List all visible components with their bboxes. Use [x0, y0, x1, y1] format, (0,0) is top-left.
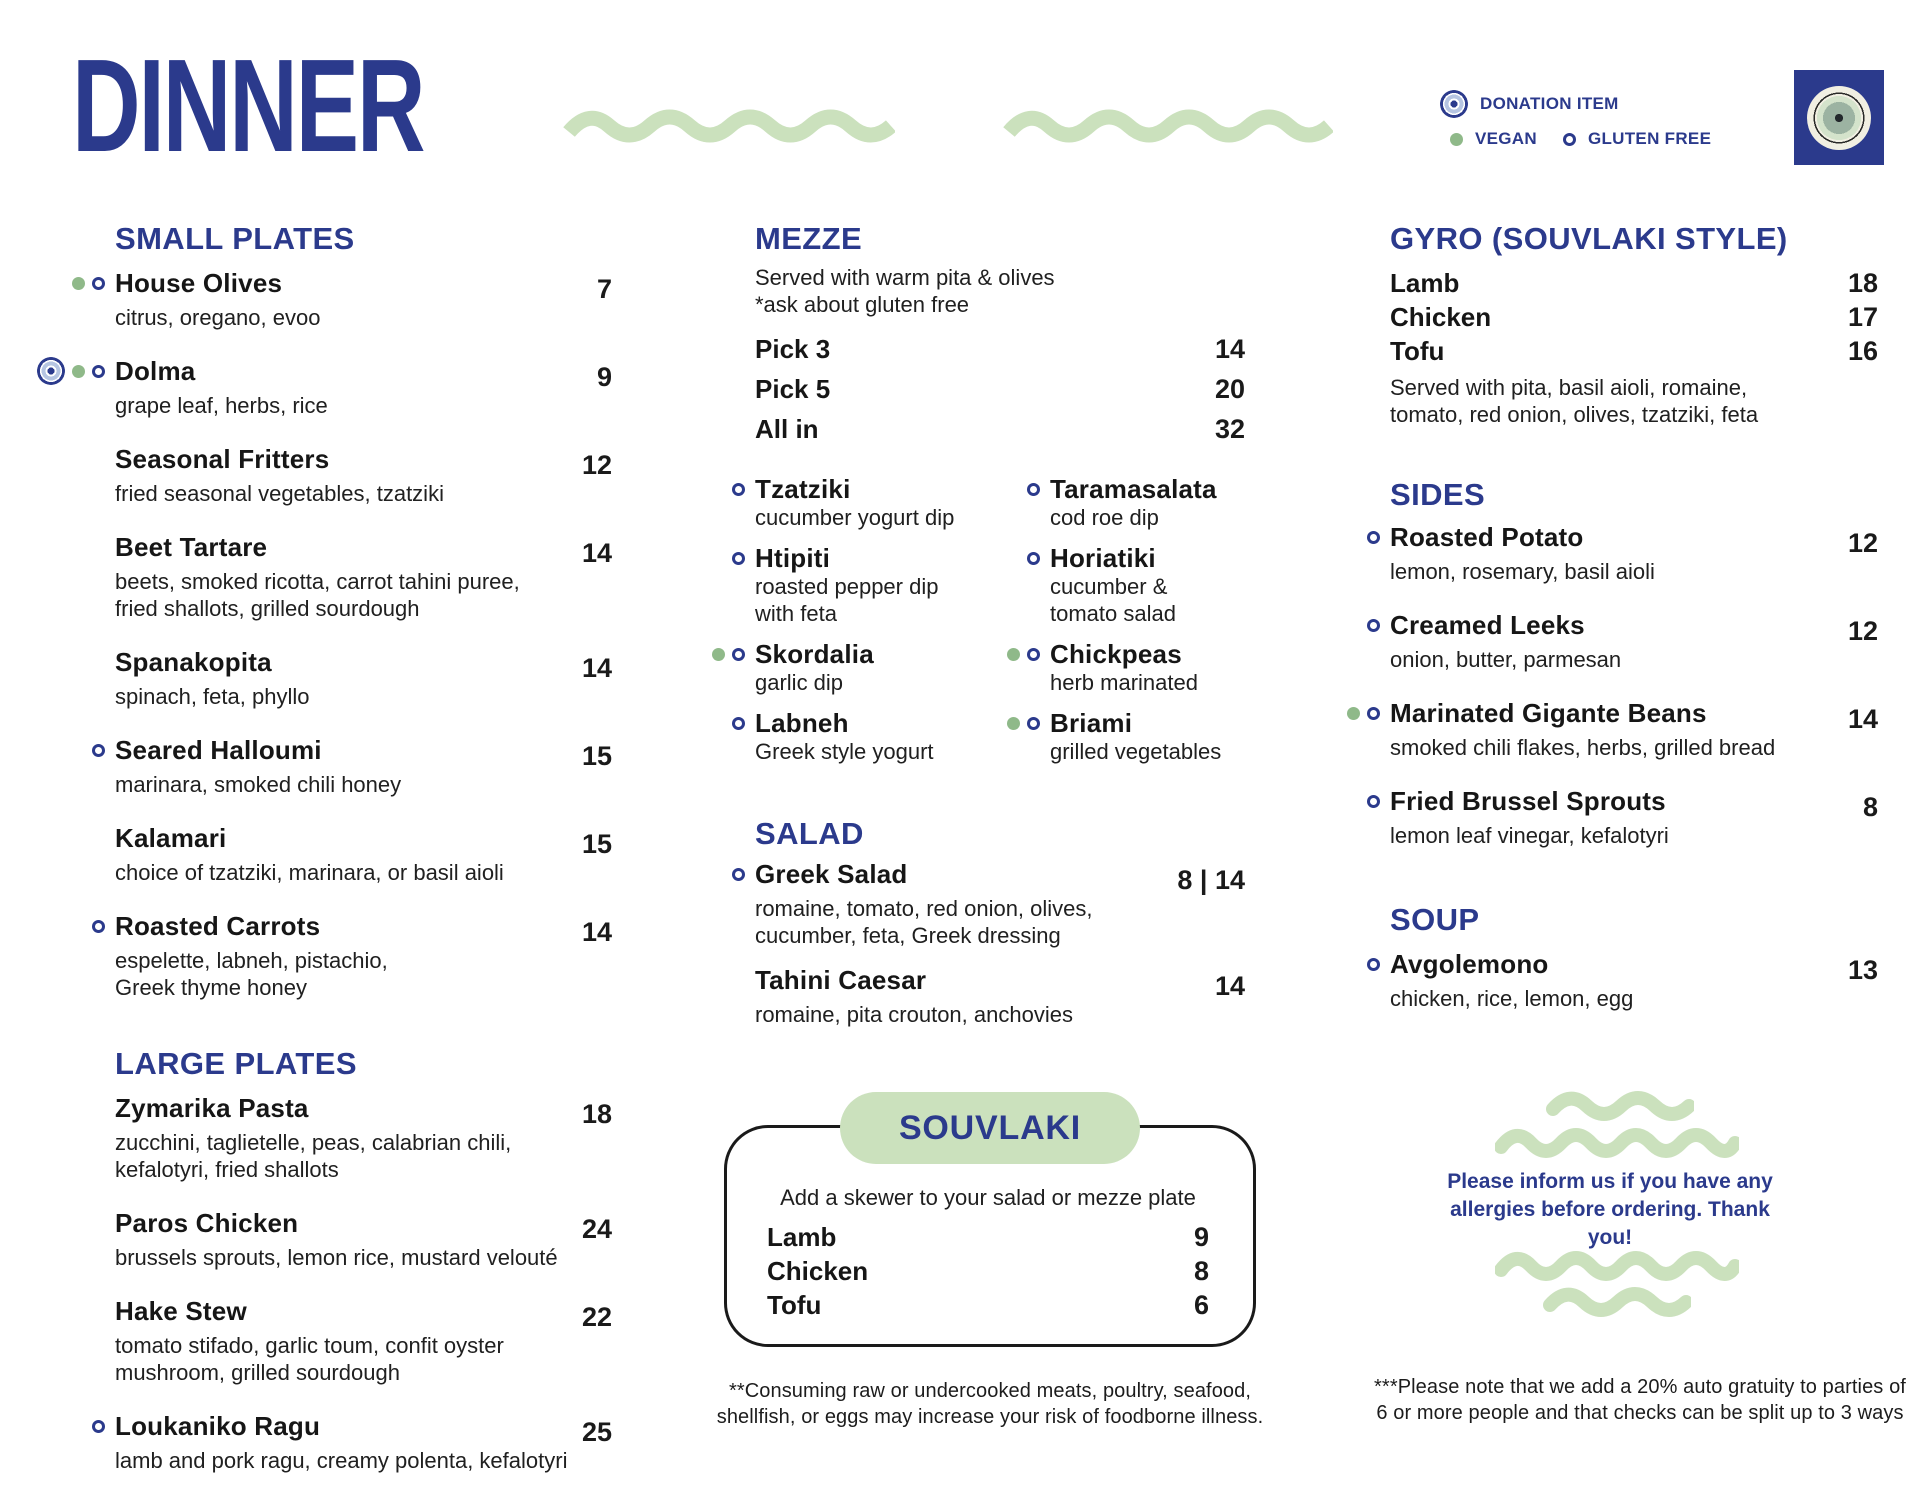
menu-item-dolma [115, 356, 612, 419]
vegan-icon [72, 365, 85, 378]
vegan-icon [72, 277, 85, 290]
gluten-free-icon [1367, 795, 1380, 808]
allergy-note-line2: allergies before ordering. Thank you! [1450, 1198, 1770, 1249]
item-name: Paros Chicken [115, 1208, 299, 1238]
gluten-free-icon [92, 920, 105, 933]
item-name: Dolma [115, 356, 196, 386]
donation-item-icon [1440, 90, 1468, 118]
item-name: Beet Tartare [115, 532, 268, 562]
item-desc: onion, butter, parmesan [1390, 647, 1622, 672]
mezze-item-taramasalata [1050, 474, 1245, 531]
mezze-right-column [1050, 474, 1245, 777]
item-price: 14 [581, 917, 612, 947]
item-desc: cucumber, feta, Greek dressing [755, 923, 1061, 948]
item-price: 12 [1847, 528, 1878, 558]
item-name: House Olives [115, 268, 283, 298]
allergy-wave-decoration-bottom-small [1543, 1281, 1691, 1319]
item-name: Marinated Gigante Beans [1390, 698, 1707, 728]
item-desc: herb marinated [1050, 670, 1198, 695]
gluten-free-icon [92, 744, 105, 757]
mezze-item-htipiti [755, 543, 1005, 627]
item-dietary-icons [1367, 786, 1380, 816]
menu-item-creamed-leeks [1390, 610, 1878, 673]
menu-item-house-olives [115, 268, 612, 331]
menu-item-hake-stew [115, 1296, 612, 1386]
item-desc: roasted pepper dip [755, 574, 939, 599]
item-name: Kalamari [115, 823, 227, 853]
item-name: Lamb [767, 1222, 837, 1252]
item-name: Taramasalata [1050, 474, 1217, 504]
item-name: Creamed Leeks [1390, 610, 1585, 640]
item-desc: romaine, tomato, red onion, olives, [755, 896, 1093, 921]
pick-label: Pick 5 [755, 374, 831, 404]
item-name: Avgolemono [1390, 949, 1549, 979]
item-dietary-icons [92, 735, 105, 765]
gyro-lamb-row [1390, 266, 1878, 300]
item-desc: Greek style yogurt [755, 739, 934, 764]
item-price: 12 [581, 450, 612, 480]
restaurant-logo [1794, 70, 1884, 165]
allergy-wave-decoration-bottom-wide [1495, 1244, 1739, 1284]
item-desc: zucchini, taglietelle, peas, calabrian chili, [115, 1130, 512, 1155]
small-plates-heading: SMALL PLATES [115, 221, 355, 256]
allergy-note [1440, 1168, 1780, 1252]
pick-label: Pick 3 [755, 334, 831, 364]
gluten-free-icon [1027, 717, 1040, 730]
item-desc: Greek thyme honey [115, 975, 307, 1000]
item-name: Seared Halloumi [115, 735, 322, 765]
gluten-free-icon [1367, 707, 1380, 720]
item-name: Chicken [767, 1256, 869, 1286]
item-name: Roasted Carrots [115, 911, 321, 941]
mezze-note-line1: Served with warm pita & olives [755, 265, 1055, 290]
evil-eye-logo-icon [1807, 86, 1871, 150]
item-desc: citrus, oregano, evoo [115, 305, 321, 330]
gluten-free-icon [732, 483, 745, 496]
gluten-free-icon [92, 365, 105, 378]
menu-item-kalamari [115, 823, 612, 886]
vegan-label: VEGAN [1475, 129, 1537, 148]
item-dietary-icons [1007, 639, 1040, 669]
page-title: DINNER [72, 32, 424, 179]
item-desc: grilled vegetables [1050, 739, 1222, 764]
item-desc: mushroom, grilled sourdough [115, 1360, 400, 1385]
item-dietary-icons [1367, 949, 1380, 979]
vegan-icon [1347, 707, 1360, 720]
item-desc: romaine, pita crouton, anchovies [755, 1002, 1073, 1027]
vegan-icon [712, 648, 725, 661]
gratuity-disclaimer-line1: ***Please note that we add a 20% auto gratuity to parties of [1374, 1376, 1906, 1398]
item-price: 16 [1847, 336, 1878, 366]
souvlaki-chicken-row [767, 1254, 1209, 1288]
mezze-left-column [755, 474, 1005, 777]
item-name: Spanakopita [115, 647, 272, 677]
item-desc: smoked chili flakes, herbs, grilled bread [1390, 735, 1776, 760]
gratuity-disclaimer-line2: 6 or more people and that checks can be split up to 3 ways [1376, 1402, 1904, 1424]
gyro-chicken-row [1390, 300, 1878, 334]
item-dietary-icons [732, 543, 745, 573]
gluten-free-icon [92, 277, 105, 290]
item-price: 14 [581, 653, 612, 683]
sides-heading: SIDES [1390, 477, 1486, 512]
item-dietary-icons [1027, 543, 1040, 573]
vegan-icon [1007, 648, 1020, 661]
item-desc: spinach, feta, phyllo [115, 684, 310, 709]
item-desc: lamb and pork ragu, creamy polenta, kefalotyri [115, 1448, 568, 1473]
item-name: Tofu [1390, 336, 1445, 366]
item-dietary-icons [37, 356, 105, 386]
pick-price: 32 [1214, 414, 1245, 444]
item-desc: brussels sprouts, lemon rice, mustard velouté [115, 1245, 558, 1270]
dietary-legend [1440, 90, 1780, 160]
item-name: Briami [1050, 708, 1133, 738]
souvlaki-heading-pill [840, 1092, 1140, 1164]
allergy-note-line1: Please inform us if you have any [1447, 1170, 1773, 1193]
item-dietary-icons [732, 474, 745, 504]
item-name: Fried Brussel Sprouts [1390, 786, 1666, 816]
item-name: Tahini Caesar [755, 965, 927, 995]
item-dietary-icons [1367, 610, 1380, 640]
mezze-item-skordalia [755, 639, 1005, 696]
header-wave-decoration-left [563, 100, 895, 150]
salad-section [755, 816, 1245, 1028]
menu-item-roasted-potato [1390, 522, 1878, 585]
item-desc: cucumber yogurt dip [755, 505, 955, 530]
menu-item-seasonal-fritters [115, 444, 612, 507]
mezze-allin-row [755, 412, 1245, 446]
pick-price: 20 [1214, 374, 1245, 404]
item-name: Tzatziki [755, 474, 851, 504]
mezze-item-labneh [755, 708, 1005, 765]
gluten-free-icon [732, 552, 745, 565]
item-price: 6 [1193, 1290, 1209, 1320]
column-gyro-sides-soup [1390, 221, 1878, 1037]
item-desc: tomato stifado, garlic toum, confit oyster [115, 1333, 504, 1358]
item-price: 15 [581, 741, 612, 771]
menu-item-seared-halloumi [115, 735, 612, 798]
consuming-disclaimer-line2: shellfish, or eggs may increase your risk of foodborne illness. [716, 1406, 1264, 1428]
item-dietary-icons [92, 1411, 105, 1441]
mezze-item-briami [1050, 708, 1245, 765]
item-name: Zymarika Pasta [115, 1093, 309, 1123]
item-price: 8 [1193, 1256, 1209, 1286]
gyro-desc-line2: tomato, red onion, olives, tzatziki, feta [1390, 402, 1759, 427]
item-price: 7 [596, 274, 612, 304]
item-price: 14 [581, 538, 612, 568]
item-desc: fried seasonal vegetables, tzatziki [115, 481, 444, 506]
menu-item-brussel-sprouts [1390, 786, 1878, 849]
item-desc: fried shallots, grilled sourdough [115, 596, 420, 621]
mezze-note [755, 264, 1245, 318]
legend-vegan-group [1450, 129, 1537, 149]
item-price: 14 [1847, 704, 1878, 734]
item-name: Horiatiki [1050, 543, 1156, 573]
gluten-free-icon [1563, 133, 1576, 146]
mezze-note-line2: *ask about gluten free [755, 292, 970, 317]
item-desc: cucumber & [1050, 574, 1168, 599]
menu-item-roasted-carrots [115, 911, 612, 1001]
gluten-free-icon [732, 868, 745, 881]
donation-item-label: DONATION ITEM [1480, 94, 1619, 113]
item-desc: grape leaf, herbs, rice [115, 393, 328, 418]
mezze-item-horiatiki [1050, 543, 1245, 627]
item-desc: cod roe dip [1050, 505, 1159, 530]
mezze-pick3-row [755, 332, 1245, 366]
item-name: Htipiti [755, 543, 831, 573]
item-desc: choice of tzatziki, marinara, or basil aioli [115, 860, 504, 885]
item-dietary-icons [732, 708, 745, 738]
consuming-disclaimer [680, 1378, 1300, 1430]
item-name: Roasted Potato [1390, 522, 1584, 552]
soup-heading: SOUP [1390, 902, 1480, 937]
item-desc: espelette, labneh, pistachio, [115, 948, 388, 973]
item-price: 8 [1862, 792, 1878, 822]
item-price: 15 [581, 829, 612, 859]
item-price: 22 [581, 1302, 612, 1332]
menu-item-tahini-caesar [755, 965, 1245, 1028]
pick-price: 14 [1214, 334, 1245, 364]
consuming-disclaimer-line1: **Consuming raw or undercooked meats, poultry, seafood, [728, 1380, 1252, 1402]
item-name: Loukaniko Ragu [115, 1411, 321, 1441]
gyro-heading: GYRO (SOUVLAKI STYLE) [1390, 221, 1788, 256]
large-plates-heading: LARGE PLATES [115, 1046, 357, 1081]
mezze-item-chickpeas [1050, 639, 1245, 696]
allergy-wave-decoration-top-small [1546, 1085, 1694, 1123]
menu-item-spanakopita [115, 647, 612, 710]
item-desc: marinara, smoked chili honey [115, 772, 402, 797]
item-dietary-icons [72, 268, 105, 298]
item-dietary-icons [1027, 474, 1040, 504]
souvlaki-lamb-row [767, 1220, 1209, 1254]
salad-heading: SALAD [755, 816, 864, 851]
item-desc: tomato salad [1050, 601, 1176, 626]
gluten-free-icon [1367, 958, 1380, 971]
gluten-free-icon [732, 717, 745, 730]
menu-item-avgolemono [1390, 949, 1878, 1012]
vegan-icon [1007, 717, 1020, 730]
gluten-free-label: GLUTEN FREE [1587, 129, 1712, 148]
legend-gluten-free-group [1563, 129, 1711, 149]
mezze-pick5-row [755, 372, 1245, 406]
item-dietary-icons [92, 911, 105, 941]
item-price: 9 [596, 362, 612, 392]
item-name: Hake Stew [115, 1296, 247, 1326]
sides-section [1390, 477, 1878, 849]
gyro-tofu-row [1390, 334, 1878, 368]
gluten-free-icon [732, 648, 745, 661]
mezze-pricing [755, 332, 1245, 446]
mezze-heading: MEZZE [755, 221, 863, 256]
legend-donation-row [1440, 90, 1780, 118]
item-name: Chicken [1390, 302, 1492, 332]
item-desc: garlic dip [755, 670, 844, 695]
item-price: 9 [1193, 1222, 1209, 1252]
gluten-free-icon [92, 1420, 105, 1433]
item-price: 12 [1847, 616, 1878, 646]
item-desc: lemon, rosemary, basil aioli [1390, 559, 1655, 584]
item-desc: with feta [755, 601, 837, 626]
souvlaki-heading: SOUVLAKI [898, 1108, 1082, 1147]
item-price: 14 [1214, 971, 1245, 1001]
pick-label: All in [755, 414, 819, 444]
gluten-free-icon [1367, 619, 1380, 632]
item-name: Lamb [1390, 268, 1460, 298]
item-dietary-icons [1347, 698, 1380, 728]
gluten-free-icon [1027, 648, 1040, 661]
item-desc: beets, smoked ricotta, carrot tahini puree, [115, 569, 520, 594]
gluten-free-icon [1367, 531, 1380, 544]
item-price: 8 | 14 [1177, 865, 1245, 895]
menu-item-greek-salad [755, 859, 1245, 949]
menu-item-loukaniko-ragu [115, 1411, 612, 1474]
mezze-items-grid [755, 474, 1245, 777]
gyro-desc-line1: Served with pita, basil aioli, romaine, [1390, 375, 1748, 400]
item-dietary-icons [732, 859, 745, 889]
item-desc: kefalotyri, fried shallots [115, 1157, 339, 1182]
mezze-item-tzatziki [755, 474, 1005, 531]
item-price: 24 [581, 1214, 612, 1244]
item-name: Labneh [755, 708, 849, 738]
item-price: 25 [581, 1417, 612, 1447]
header-wave-decoration-right [1003, 100, 1333, 150]
item-dietary-icons [1367, 522, 1380, 552]
item-name: Chickpeas [1050, 639, 1182, 669]
souvlaki-tofu-row [767, 1288, 1209, 1322]
item-price: 17 [1847, 302, 1878, 332]
vegan-icon [1450, 133, 1463, 146]
column-small-large-plates [115, 221, 612, 1499]
item-price: 13 [1847, 955, 1878, 985]
gratuity-disclaimer [1330, 1374, 1920, 1426]
column-mezze-salad [755, 221, 1245, 1053]
menu-item-beet-tartare [115, 532, 612, 622]
menu-item-zymarika-pasta [115, 1093, 612, 1183]
gluten-free-icon [1027, 552, 1040, 565]
item-price: 18 [1847, 268, 1878, 298]
souvlaki-note: Add a skewer to your salad or mezze plate [780, 1185, 1196, 1210]
item-dietary-icons [712, 639, 745, 669]
item-dietary-icons [1007, 708, 1040, 738]
item-name: Greek Salad [755, 859, 908, 889]
item-price: 18 [581, 1099, 612, 1129]
item-desc: chicken, rice, lemon, egg [1390, 986, 1634, 1011]
gluten-free-icon [1027, 483, 1040, 496]
allergy-wave-decoration-top-wide [1495, 1121, 1739, 1161]
item-desc: lemon leaf vinegar, kefalotyri [1390, 823, 1669, 848]
item-name: Tofu [767, 1290, 822, 1320]
menu-item-paros-chicken [115, 1208, 612, 1271]
legend-vegan-gf-row [1450, 129, 1780, 149]
item-name: Seasonal Fritters [115, 444, 330, 474]
soup-section [1390, 902, 1878, 1012]
gyro-desc [1390, 374, 1878, 428]
menu-item-gigante-beans [1390, 698, 1878, 761]
item-name: Skordalia [755, 639, 874, 669]
donation-item-icon [37, 357, 65, 385]
